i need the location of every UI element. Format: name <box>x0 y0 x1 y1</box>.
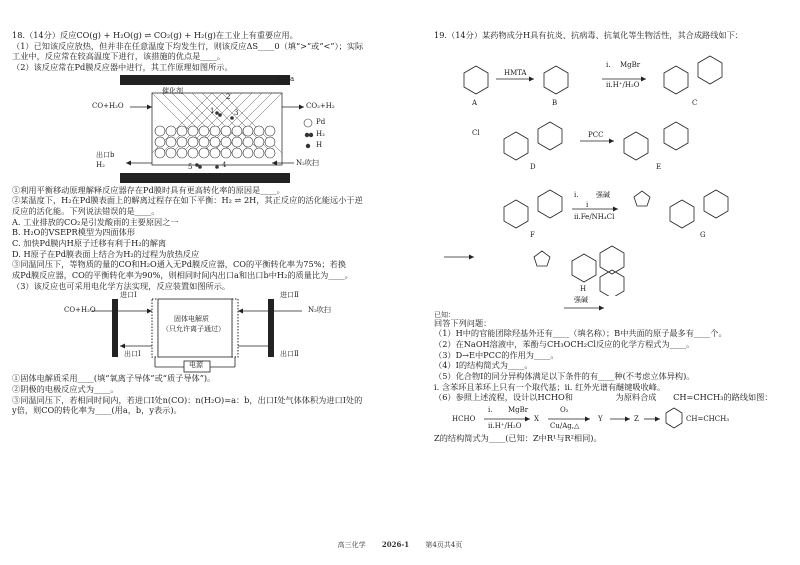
label-a: A <box>472 98 478 107</box>
electrode-left <box>152 299 158 357</box>
ring-d1 <box>504 132 528 160</box>
legend-h-label: H <box>316 140 323 149</box>
route-z: Z <box>634 414 639 423</box>
known-base: 强碱 <box>574 295 588 304</box>
legend-h2-icon <box>305 132 309 136</box>
step-4: 4 <box>222 160 227 169</box>
reagent-cl: Cl <box>472 128 480 137</box>
option-c: C. 加快Pd膜内H原子迁移有利于H₂的解离 <box>12 237 167 248</box>
label-outlet-b: 出口b <box>96 150 115 159</box>
reagent-grignard-ii: ii.H⁺/H₂O <box>606 80 640 89</box>
reactor-svg <box>12 73 400 185</box>
known-label: 已知： <box>434 310 455 319</box>
label-electrolyte-note: （只允许离子通过） <box>162 325 225 334</box>
step-5: 5 <box>188 162 193 171</box>
q19-a6-part1: （6）参照上述流程，设计以HCHO和 <box>434 392 573 403</box>
q19-a2: （2）在NaOH溶液中，苯酚与CH₃OCH₂Cl反应的化学方程式为____。 <box>434 338 695 349</box>
label-power: 电源 <box>189 361 203 370</box>
reagent-grignard-i: i. <box>606 60 611 69</box>
label-d: D <box>530 162 536 171</box>
label-h: H <box>580 284 587 293</box>
footer-page: 第4页共4页 <box>425 541 463 549</box>
known-svg <box>434 296 790 318</box>
ring-c1 <box>664 66 688 94</box>
legend-pd-label: Pd <box>316 117 326 126</box>
step-3: 3 <box>234 108 239 117</box>
label-electrolyte: 固体电解质 <box>174 315 209 324</box>
label-b: B <box>552 98 558 107</box>
synthesis-svg <box>434 41 790 296</box>
route-benzene <box>666 408 682 428</box>
route-x: X <box>534 414 539 423</box>
q19-a5: （5）化合物I的同分异构体满足以下条件的有____种(不考虑立体异构)。 <box>434 370 695 381</box>
q19-a4: （4）I的结构简式为____。 <box>434 360 533 371</box>
ring-h1 <box>572 254 596 282</box>
label-feed: CO+H₂O <box>92 101 124 110</box>
ring-e2 <box>664 122 688 150</box>
reagent-pcc: PCC <box>588 130 604 139</box>
option-d: D. H原子在Pd膜表面上结合为H₂的过程为放热反应 <box>12 248 200 259</box>
reagent-hmta: HMTA <box>504 68 527 77</box>
right-wall <box>268 299 274 357</box>
route-i: i. <box>488 405 493 414</box>
question-18 <box>12 30 400 416</box>
reagent-x: i <box>586 200 589 209</box>
label-n2: N₂吹扫 <box>296 158 319 167</box>
ring-h-cp <box>534 251 550 266</box>
legend-h-icon <box>306 143 310 147</box>
ring-d2 <box>538 122 562 150</box>
reactor-bottom-wall <box>120 173 290 183</box>
q18-sub3b: 成Pd膜反应器，CO的平衡转化率为90%，则相同时间内出口a和出口b中H₂的质量比为____。 <box>12 269 353 280</box>
route-y: Y <box>598 414 603 423</box>
reactor-top-wall <box>120 75 290 85</box>
ring-g-cp <box>634 191 650 206</box>
q19-a3: （3）D→E中PCC的作用为____。 <box>434 349 559 360</box>
left-wall <box>112 299 118 357</box>
route-o2: O₂ <box>560 405 569 414</box>
q18-part1: （1）已知该反应放热，但并非在任意温度下均发生行，则该反应ΔS____0（填“>”或“<”）；实际 <box>12 40 364 51</box>
page-footer <box>0 540 800 550</box>
ring-g1 <box>670 200 694 228</box>
q18-sub3: ③同温同压下，等物质的量的CO和H₂O通入无Pd膜反应器，CO的平衡转化率为75%；若换 <box>12 259 347 270</box>
label-inlet-1: 进口Ⅰ <box>120 291 137 300</box>
pd-membrane-reactor-diagram <box>12 73 400 185</box>
step-1: 1 <box>210 106 215 115</box>
label-e: E <box>656 162 662 171</box>
label-outlet-2: 出口Ⅱ <box>280 350 299 359</box>
known-reaction <box>434 296 790 318</box>
footer-subject: 高三化学 <box>337 541 366 549</box>
legend-h2-label: H₂ <box>316 129 325 138</box>
q18-e2: ②阴极的电极反应式为____。 <box>12 383 119 394</box>
electrode-right <box>232 299 238 357</box>
route-mgbr: MgBr <box>508 405 529 414</box>
q19-a6-part2: 为原料合成 <box>615 392 657 403</box>
label-inlet-2: 进口Ⅱ <box>280 291 299 300</box>
label-product: CO₂+H₂ <box>306 101 335 110</box>
ring-f2 <box>538 190 562 218</box>
reagent-step-ii: ii.Fe/NH₄Cl <box>574 212 615 221</box>
ring-c2 <box>698 56 722 84</box>
question-19 <box>434 30 790 444</box>
q19-a1: （1）H中的官能团除羟基外还有____（填名称）；B中共面的原子最多有____个。 <box>434 328 727 339</box>
reagent-mgbr: MgBr <box>620 60 641 69</box>
option-a: A. 工业排放的CO₂是引发酸雨的主要原因之一 <box>12 216 179 227</box>
route-ii: ii.H⁺/H₂O <box>488 421 522 430</box>
q18-e3: ③同温同压下，若相同时间内，若进口Ⅰ处n(CO)：n(H₂O)=a：b，出口Ⅰ处气体体积为进口Ⅰ处的 <box>12 394 363 405</box>
electrochem-diagram <box>12 291 400 373</box>
q18-sub2b: 反应的活化能。下列说法错误的是____。 <box>12 205 160 216</box>
q19-a6-part3: CH=CHCH₃的路线如图： <box>673 392 773 403</box>
ring-g2 <box>704 190 728 218</box>
q19-a5b: i. 含苯环且苯环上只有一个取代基；ii. 红外光谱有醚键吸收峰。 <box>434 381 666 392</box>
label-g: G <box>700 230 706 239</box>
ring-a <box>464 66 488 94</box>
label-c: C <box>692 98 698 107</box>
label-cell-n2: N₂吹扫 <box>308 306 331 315</box>
pd-spheres <box>155 126 275 158</box>
q18-sub2: ②某温度下，H₂在Pd膜表面上的解离过程存在如下平衡：H₂ ⇌ 2H，其正反应的活化能远小于逆 <box>12 195 363 206</box>
label-catalyst: 催化剂 <box>162 86 183 95</box>
ring-e1 <box>624 132 648 160</box>
step-2: 2 <box>226 92 231 101</box>
label-outlet-1: 出口Ⅰ <box>124 350 141 359</box>
route-cu: Cu/Ag,△ <box>550 421 580 430</box>
answer-heading: 回答下列问题： <box>434 317 492 328</box>
footer-code: 2026-1 <box>381 540 410 549</box>
q18-title: 18.（14分）反应CO(g) + H₂O(g) ⇌ CO₂(g) + H₂(g)在工业上有重要应用。 <box>12 30 298 40</box>
q18-e1: ①固体电解质采用____(填“氧离子导体”或“质子导体”)。 <box>12 373 216 384</box>
q18-sub1: ①利用平衡移动原理解释反应器存在Pd膜时具有更高转化率的原因是____。 <box>12 184 285 195</box>
label-cell-feed: CO+H₂O <box>64 306 96 315</box>
q19-title: 19.（14分）某药物成分H具有抗炎、抗病毒、抗氧化等生物活性，其合成路线如下： <box>434 30 743 40</box>
legend-pd-icon <box>304 119 312 127</box>
option-b: B. H₂O的VSEPR模型为四面体形 <box>12 227 136 238</box>
ring-b <box>544 66 568 94</box>
q18-part3: （3）该反应也可采用电化学方法实现，反应装置如图所示。 <box>12 280 231 291</box>
ring-f1 <box>504 200 528 228</box>
q18-part1b: 工业中，反应常在较高温度下进行，该措施的优点是____。 <box>12 51 225 62</box>
route-hcho: HCHO <box>452 414 476 423</box>
q19-a6 <box>434 392 790 403</box>
label-outlet-a: 出口a <box>276 74 295 83</box>
q18-e3b: y倍，则CO的转化率为____(用a，b，y表示)。 <box>12 405 182 416</box>
reagent-step-i: i. <box>574 190 579 199</box>
route-product: CH=CHCH₃ <box>686 414 730 423</box>
route-diagram <box>434 403 790 433</box>
label-h2-out: H₂ <box>96 160 105 169</box>
q18-part2: （2）该反应常在Pd膜反应器中进行，其工作原理如图所示。 <box>12 61 233 72</box>
synthesis-scheme <box>434 41 790 319</box>
label-f: F <box>530 230 535 239</box>
reagent-base: 强碱 <box>596 190 610 199</box>
q19-a7: Z的结构简式为____(已知：Z中R¹与R²相同)。 <box>434 432 602 443</box>
